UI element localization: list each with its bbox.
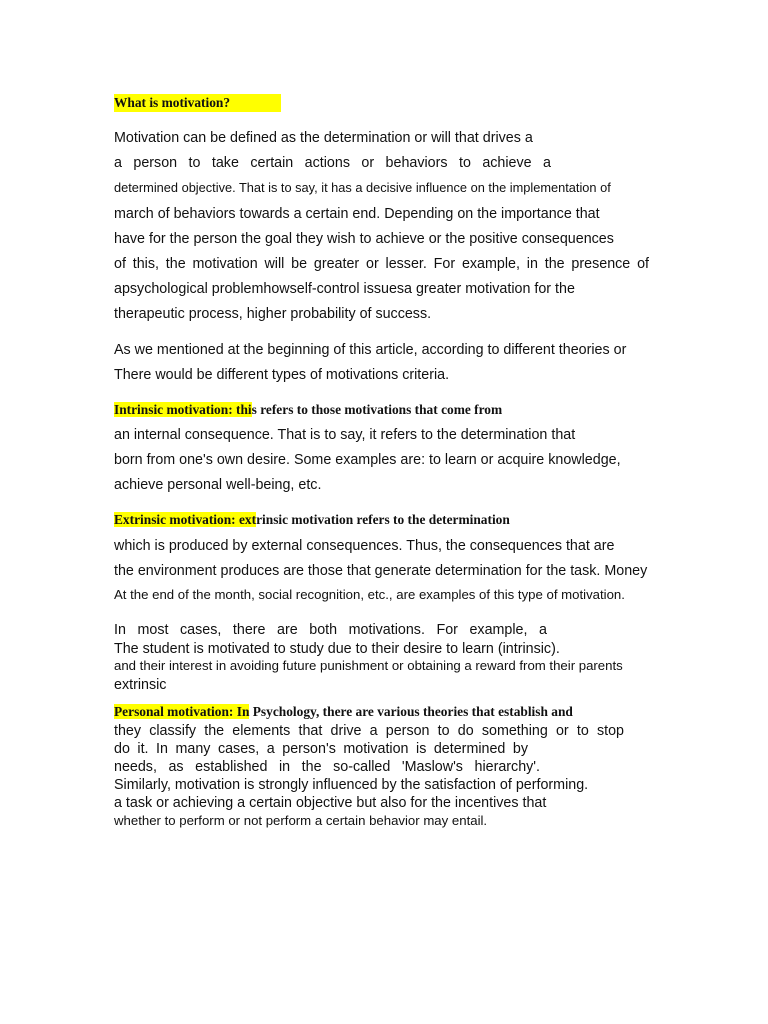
- intrinsic-line: born from one's own desire. Some examples are: to learn or acquire knowledge,: [114, 452, 621, 468]
- personal-heading-rest: Psychology, there are various theories that establish and: [249, 704, 573, 719]
- p1-line: apsychological problemhowself-control issuesa greater motivation for the: [114, 281, 575, 297]
- both-line: extrinsic: [114, 677, 167, 693]
- both-line: The student is motivated to study due to their desire to learn (intrinsic).: [114, 641, 560, 657]
- personal-highlight: Personal motivation: In: [114, 704, 250, 719]
- intrinsic-highlight: Intrinsic motivation: thi: [114, 402, 252, 417]
- page-title: [114, 94, 281, 112]
- extrinsic-heading: [114, 511, 510, 529]
- extrinsic-line: At the end of the month, social recognition, etc., are examples of this type of motivation.: [114, 587, 625, 602]
- both-line: and their interest in avoiding future punishment or obtaining a reward from their parents: [114, 658, 623, 673]
- personal-line: whether to perform or not perform a certain behavior may entail.: [114, 813, 488, 828]
- p1-line: have for the person the goal they wish to achieve or the positive consequences: [114, 231, 614, 247]
- p1-line: Motivation can be defined as the determination or will that drives a: [114, 130, 533, 146]
- intrinsic-line: achieve personal well-being, etc.: [114, 477, 322, 493]
- personal-line: a task or achieving a certain objective but also for the incentives that: [114, 795, 547, 811]
- p1-line: therapeutic process, higher probability of success.: [114, 306, 432, 322]
- p1-line: determined objective. That is to say, it has a decisive influence on the implementation of: [114, 180, 611, 195]
- personal-heading: [114, 703, 573, 721]
- personal-line: needs, as established in the so-called 'Maslow's hierarchy'.: [114, 759, 540, 775]
- intrinsic-line: an internal consequence. That is to say, it refers to the determination that: [114, 427, 576, 443]
- extrinsic-line: the environment produces are those that generate determination for the task. Money: [114, 563, 648, 579]
- intrinsic-heading-rest: s refers to those motivations that come from: [251, 402, 503, 417]
- p1-line: a person to take certain actions or behaviors to achieve a: [114, 155, 551, 171]
- p1-line: of this, the motivation will be greater or lesser. For example, in the presence of: [114, 256, 649, 272]
- extrinsic-highlight: Extrinsic motivation: ext: [114, 512, 257, 527]
- title-highlight: What is motivation?: [114, 94, 281, 112]
- p2-line: As we mentioned at the beginning of this article, according to different theories or: [114, 342, 627, 358]
- personal-line: Similarly, motivation is strongly influenced by the satisfaction of performing.: [114, 777, 589, 793]
- p1-line: march of behaviors towards a certain end. Depending on the importance that: [114, 206, 600, 222]
- extrinsic-heading-rest: rinsic motivation refers to the determination: [256, 512, 510, 527]
- p2-line: There would be different types of motivations criteria.: [114, 367, 450, 383]
- personal-line: they classify the elements that drive a person to do something or to stop: [114, 723, 624, 739]
- both-line: In most cases, there are both motivations. For example, a: [114, 622, 547, 638]
- intrinsic-heading: [114, 401, 502, 419]
- personal-line: do it. In many cases, a person's motivation is determined by: [114, 741, 528, 757]
- extrinsic-line: which is produced by external consequences. Thus, the consequences that are: [114, 538, 615, 554]
